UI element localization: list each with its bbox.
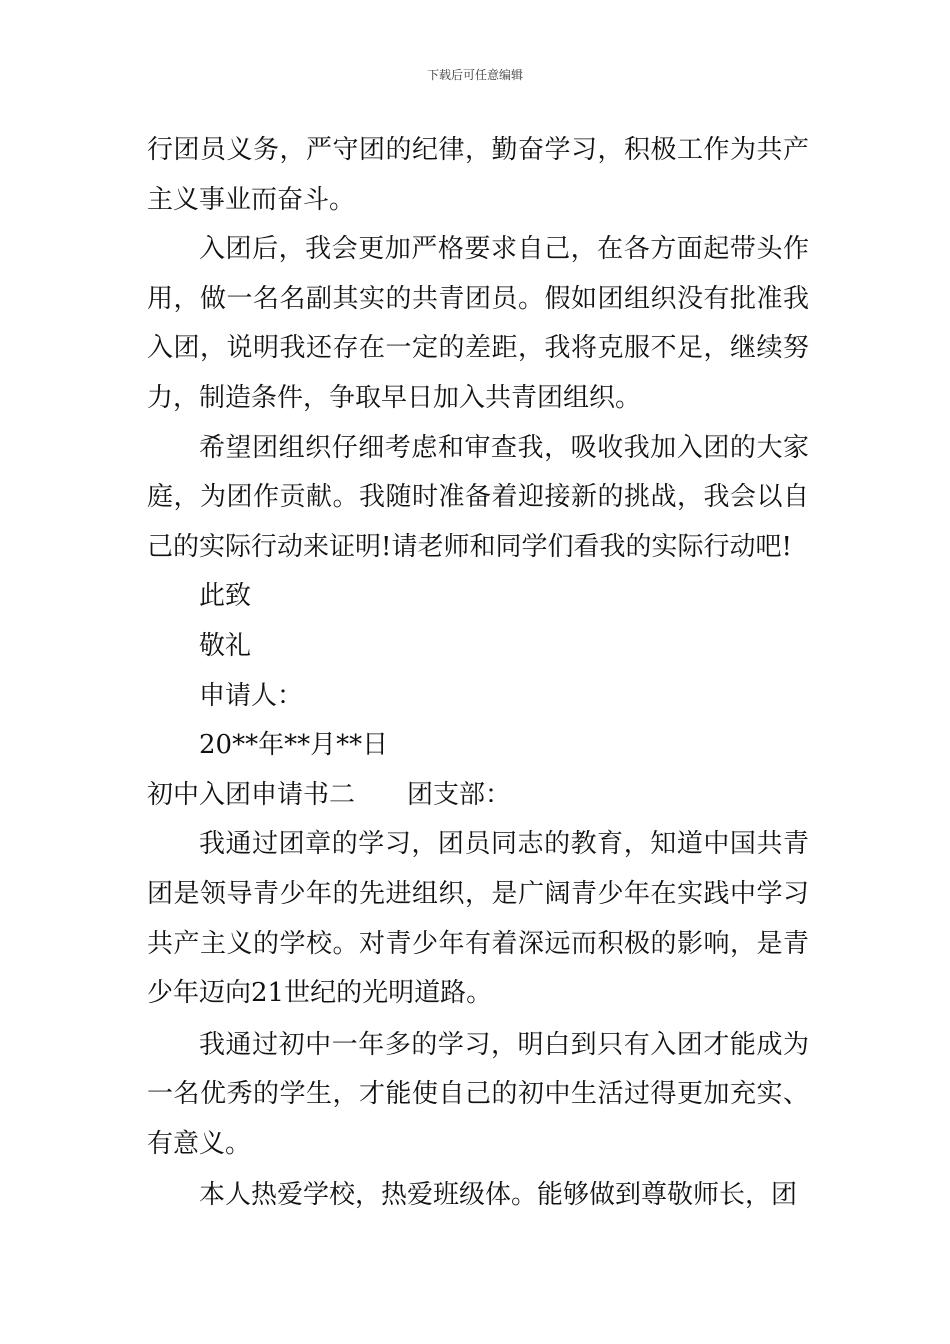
paragraph-junior-high: 我通过初中一年多的学习，明白到只有入团才能成为一名优秀的学生，才能使自己的初中生活过得更加充实、有意义。	[147, 1029, 809, 1159]
date-line: 20**年**月**日	[199, 730, 389, 761]
paragraph-charter-study: 我通过团章的学习，团员同志的教育，知道中国共青团是领导青少年的先进组织，是广阔青少年在实践中学习共产主义的学校。对青少年有着深远而积极的影响，是青少年迈向21世纪的光明道路。	[147, 829, 809, 1009]
paragraph-love-school: 本人热爱学校，热爱班级体。能够做到尊敬师长，团	[199, 1180, 798, 1211]
document-body	[147, 126, 809, 1221]
paragraph-after-joining: 入团后，我会更加严格要求自己，在各方面起带头作用，做一名名副其实的共青团员。假如团组织没有批准我入团，说明我还存在一定的差距，我将克服不足，继续努力，制造条件，争取早日加入共青团组织。	[147, 234, 809, 413]
branch-salutation: 团支部：	[407, 779, 512, 810]
applicant-label: 申请人：	[199, 680, 304, 711]
letter-title: 初中入团申请书二	[147, 779, 356, 810]
closing-regards: 敬礼	[199, 630, 252, 661]
paragraph-continuation: 行团员义务，严守团的纪律，勤奋学习，积极工作为共产主义事业而奋斗。	[147, 135, 809, 215]
paragraph-hope: 希望团组织仔细考虑和审查我，吸收我加入团的大家庭，为团作贡献。我随时准备着迎接新的挑战，我会以自己的实际行动来证明!请老师和同学们看我的实际行动吧!	[147, 432, 809, 562]
page-header-note: 下载后可任意编辑	[426, 68, 523, 82]
closing-salutation: 此致	[199, 581, 252, 612]
second-letter-heading	[147, 771, 809, 821]
